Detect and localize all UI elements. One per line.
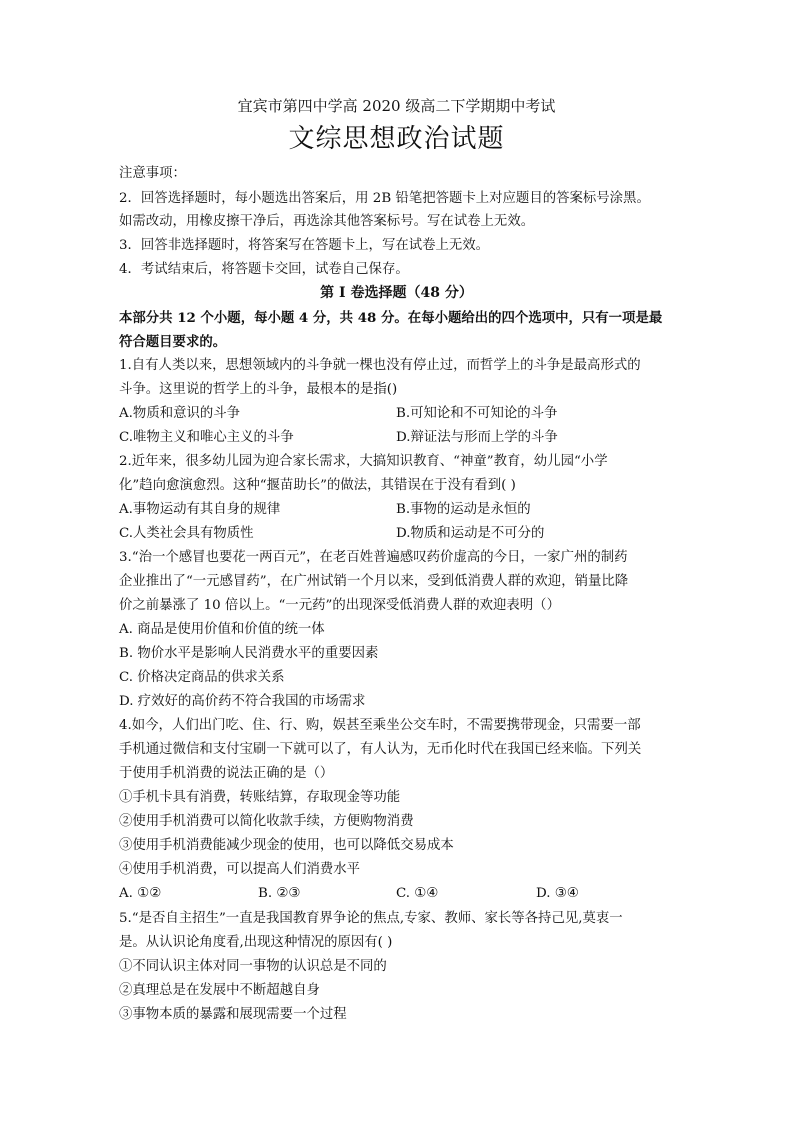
q3-option-b: B. 物价水平是影响人民消费水平的重要因素 bbox=[119, 646, 379, 661]
section-title: 第 I 卷选择题（48 分） bbox=[320, 285, 473, 301]
q2-option-c: C.人类社会具有物质性 bbox=[119, 526, 254, 541]
q3-stem-line-3: 价之前暴涨了 10 倍以上。“一元药”的出现深受低消费人群的欢迎表明（） bbox=[119, 598, 560, 613]
q4-stem-line-2: 手机通过微信和支付宝刷一下就可以了，有人认为，无币化时代在我国已经来临。下列关 bbox=[119, 742, 642, 757]
exam-subtitle: 宜宾市第四中学高 2020 级高二下学期期中考试 bbox=[237, 97, 556, 115]
q4-option-d: D. ③④ bbox=[536, 886, 579, 901]
q5-statement-3: ③事物本质的暴露和展现需要一个过程 bbox=[119, 1007, 347, 1022]
q3-option-c: C. 价格决定商品的供求关系 bbox=[119, 670, 285, 685]
note-2-line-2: 如需改动，用橡皮擦干净后，再选涂其他答案标号。写在试卷上无效。 bbox=[119, 214, 535, 229]
q4-option-a: A. ①② bbox=[119, 886, 162, 901]
q1-stem-line-2: 斗争。这里说的哲学上的斗争，最根本的是指() bbox=[119, 382, 398, 397]
section-intro-line-2: 符合题目要求的。 bbox=[119, 334, 227, 350]
q5-statement-1: ①不同认识主体对同一事物的认识总是不同的 bbox=[119, 959, 387, 974]
q1-option-b: B.可知论和不可知论的斗争 bbox=[396, 406, 558, 421]
q4-statement-2: ②使用手机消费可以简化收款手续，方便购物消费 bbox=[119, 814, 414, 829]
note-4: 4．考试结束后，将答题卡交回，试卷自己保存。 bbox=[119, 262, 409, 277]
q2-option-d: D.物质和运动是不可分的 bbox=[396, 526, 545, 541]
notes-heading: 注意事项： bbox=[119, 166, 186, 181]
q4-stem-line-3: 于使用手机消费的说法正确的是（） bbox=[119, 766, 334, 781]
q5-statement-2: ②真理总是在发展中不断超越自身 bbox=[119, 983, 320, 998]
q2-option-a: A.事物运动有其自身的规律 bbox=[119, 502, 281, 517]
q4-stem-line-1: 4.如今，人们出门吃、住、行、购，娱甚至乘坐公交车时，不需要携带现金，只需要一部 bbox=[119, 718, 641, 733]
q1-option-a: A.物质和意识的斗争 bbox=[119, 406, 241, 421]
q1-option-d: D.辩证法与形而上学的斗争 bbox=[396, 430, 558, 445]
q1-option-c: C.唯物主义和唯心主义的斗争 bbox=[119, 430, 294, 445]
q5-stem-line-1: 5.“是否自主招生”一直是我国教育界争论的焦点,专家、教师、家长等各持己见,莫衷一 bbox=[119, 911, 623, 926]
q3-stem-line-2: 企业推出了“一元感冒药”，在广州试销一个月以来，受到低消费人群的欢迎，销量比降 bbox=[119, 574, 629, 589]
q4-statement-3: ③使用手机消费能减少现金的使用，也可以降低交易成本 bbox=[119, 838, 454, 853]
note-2-line-1: 2．回答选择题时，每小题选出答案后，用 2B 铅笔把答题卡上对应题目的答案标号涂黑。 bbox=[119, 191, 650, 206]
q2-option-b: B.事物的运动是永恒的 bbox=[396, 502, 531, 517]
q4-option-b: B. ②③ bbox=[258, 886, 301, 901]
q3-option-a: A. 商品是使用价值和价值的统一体 bbox=[119, 622, 325, 637]
q3-stem-line-1: 3.“治一个感冒也要花一两百元”，在老百姓普遍感叹药价虚高的今日，一家广州的制药 bbox=[119, 550, 628, 565]
section-intro-line-1: 本部分共 12 个小题，每小题 4 分，共 48 分。在每小题给出的四个选项中，只有一项是最 bbox=[119, 310, 663, 326]
exam-title: 文综思想政治试题 bbox=[288, 124, 505, 154]
q2-stem-line-1: 2.近年来，很多幼儿园为迎合家长需求，大搞知识教育、“神童”教育，幼儿园“小学 bbox=[119, 454, 608, 469]
q5-stem-line-2: 是。从认识论角度看,出现这种情况的原因有( ) bbox=[119, 935, 393, 950]
q2-stem-line-2: 化”趋向愈演愈烈。这种“揠苗助长”的做法，其错误在于没有看到( ) bbox=[119, 478, 516, 493]
q4-statement-1: ①手机卡具有消费，转账结算，存取现金等功能 bbox=[119, 790, 401, 805]
q3-option-d: D. 疗效好的高价药不符合我国的市场需求 bbox=[119, 694, 366, 709]
q1-stem-line-1: 1.自有人类以来，思想领域内的斗争就一棵也没有停止过，而哲学上的斗争是最高形式的 bbox=[119, 358, 641, 373]
note-3: 3．回答非选择题时，将答案写在答题卡上，写在试卷上无效。 bbox=[119, 238, 490, 253]
q4-statement-4: ④使用手机消费，可以提高人们消费水平 bbox=[119, 862, 361, 877]
q4-option-c: C. ①④ bbox=[396, 886, 439, 901]
